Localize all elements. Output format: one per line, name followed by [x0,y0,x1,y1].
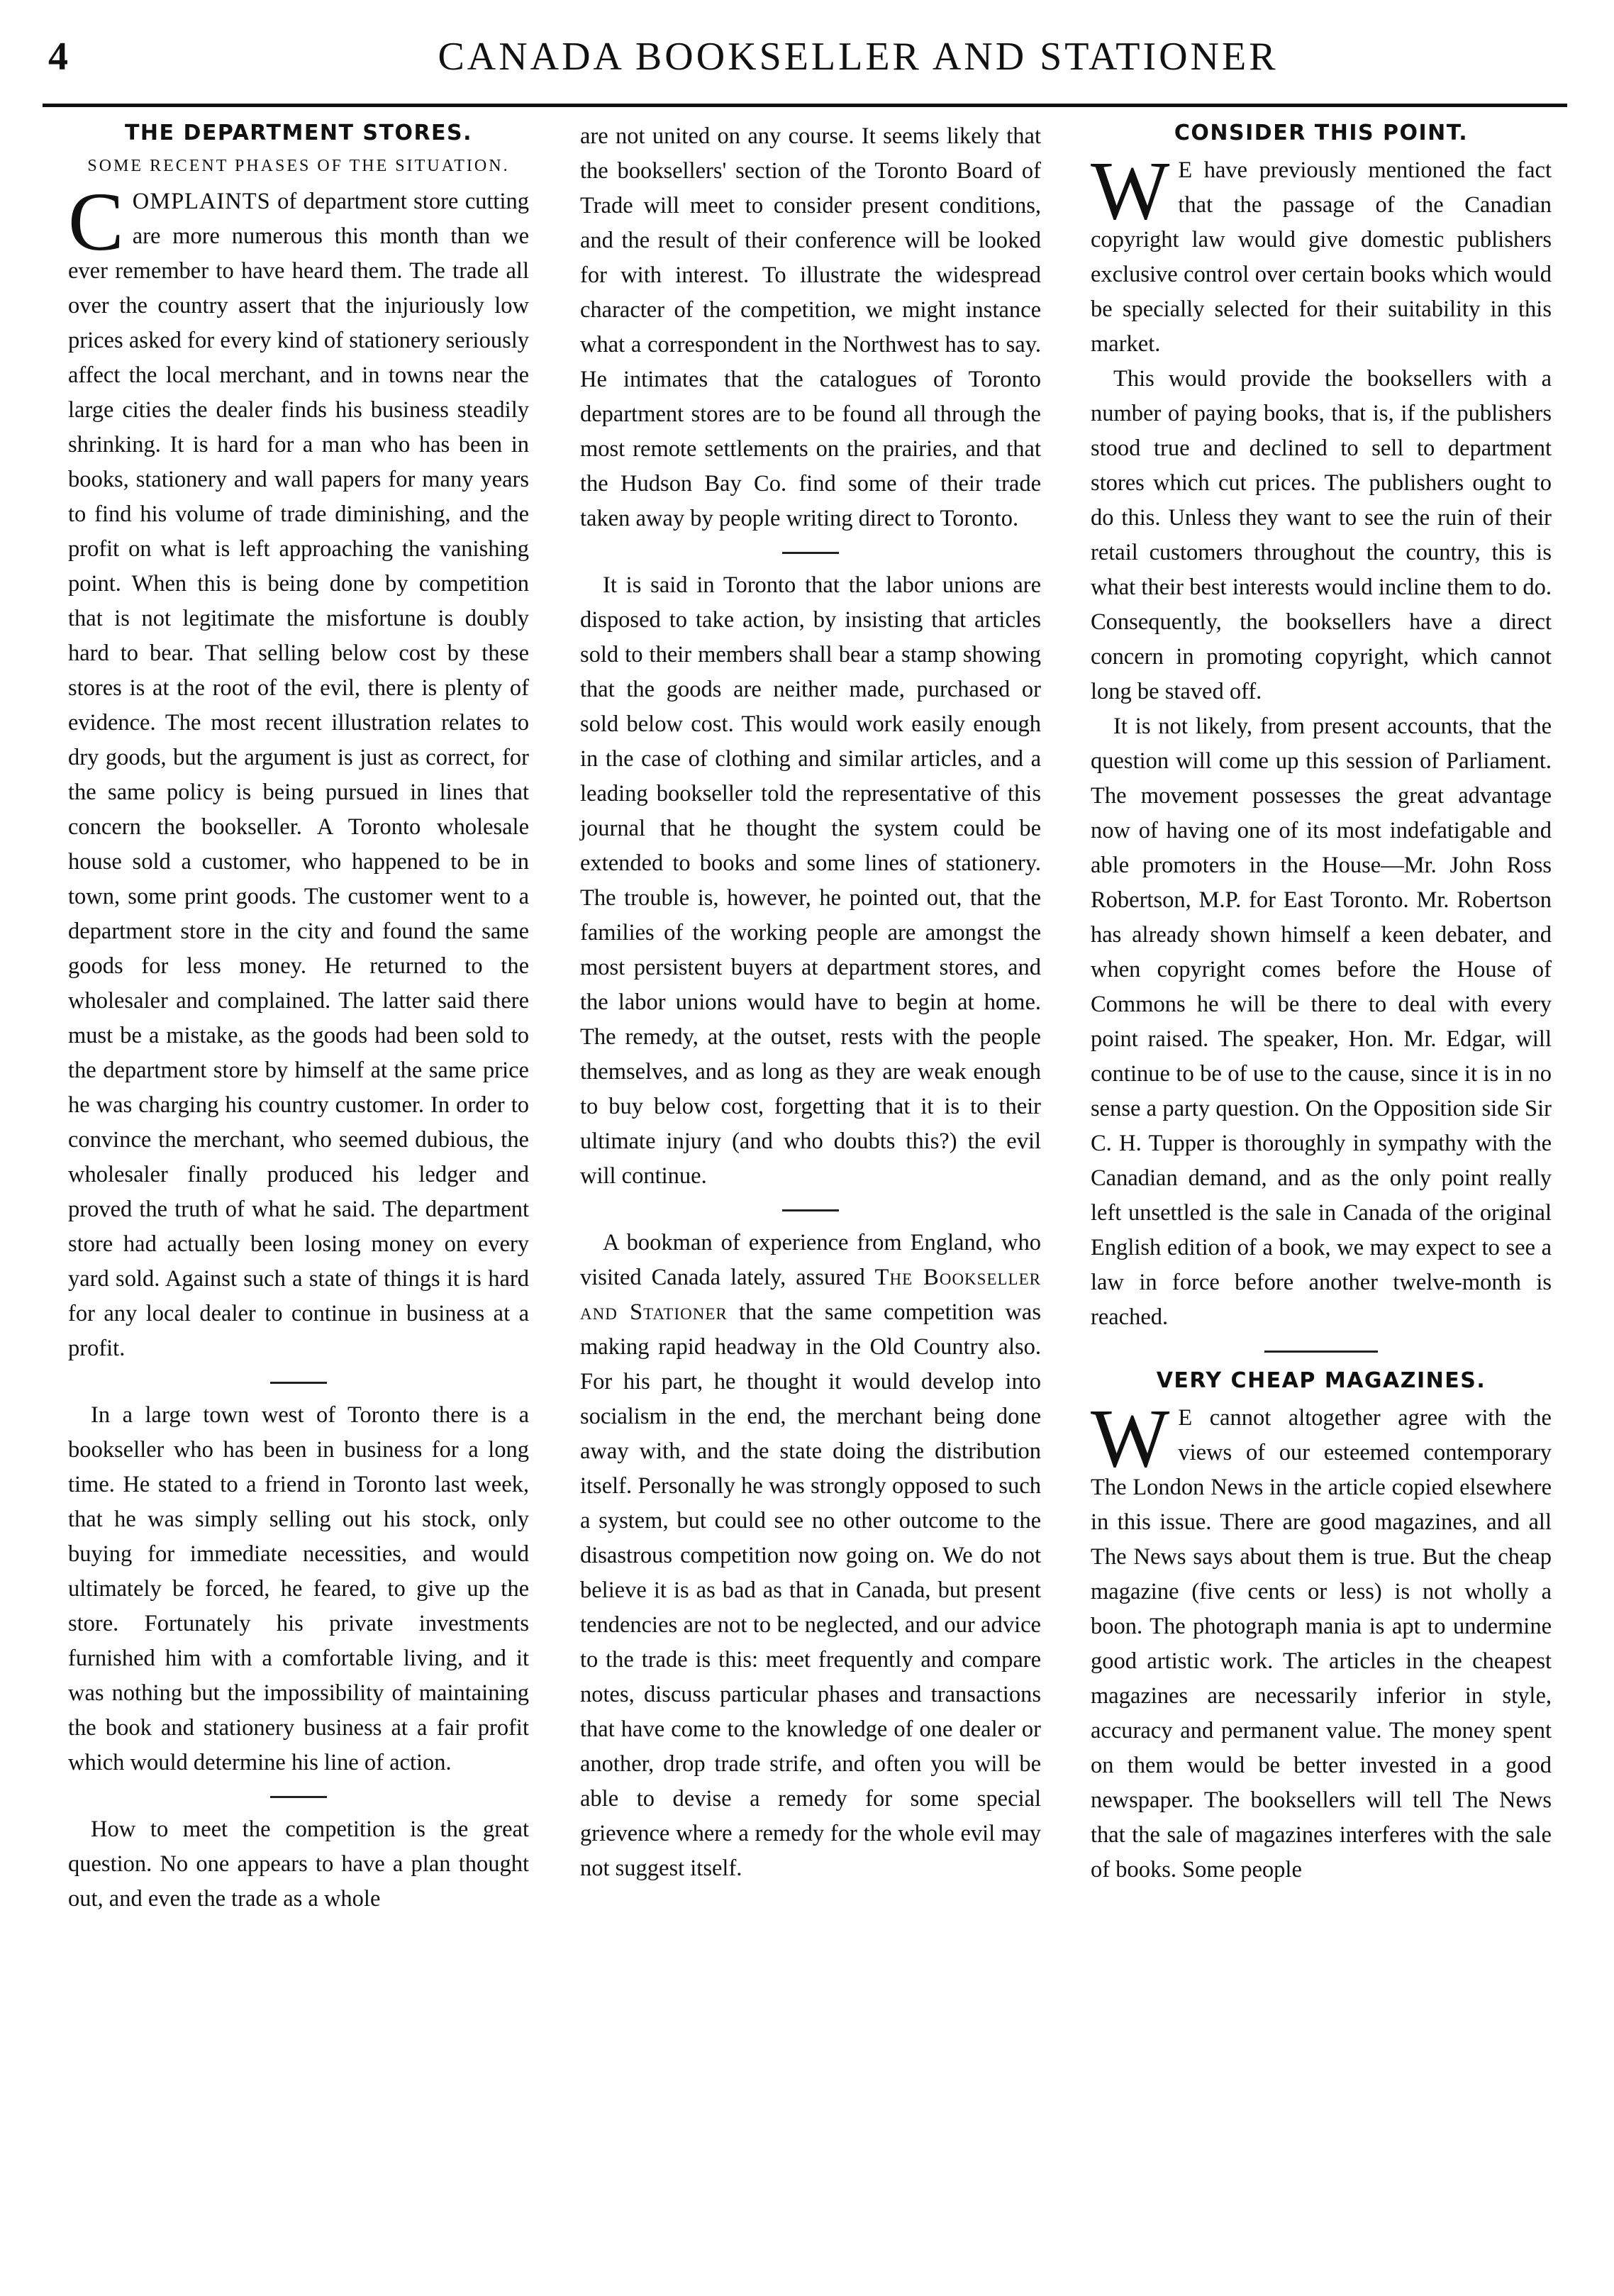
paragraph [68,175,529,1366]
paragraph-text: E have previously mentioned the fact that the passage of the Canadian copyright law would give domestic publishers exclusive control over certain books which would be specially selected for their suitability in this market. [1091,157,1552,357]
paragraph-text: that the same competition was making rapid headway in the Old Country also. For his part, he thought it would develop into socialism in the end, the merchant being done away with, and the state doing the distribution itself. Personally he was strongly opposed to such a system, but could see no other outcome to the disastrous competition now going on. We do not believe it is as bad as that in Canada, but present tendencies are not to be neglected, and our advice to the trade is this: meet frequently and compare notes, discuss particular phases and transactions that have come to the knowledge of one dealer or another, drop trade strife, and often you will be able to devise a remedy for some special grievence where a remedy for the whole evil may not suggest itself. [580,1299,1041,1881]
page-number: 4 [48,35,68,79]
header-rule [43,104,1567,107]
paragraph: In a large town west of Toronto there is a bookseller who has been in business for a long time. He stated to a friend in Toronto last week, that he was simply selling out his stock, only buying for immediate necessities, and would ultimately be forced, he feared, to give up the store. Fortunately his private investments furnished him with a comfortable living, and it was nothing but the impossibility of maintaining the book and stationery business at a fair profit which would determine his line of action. [68,1402,529,1775]
section-divider [270,1796,327,1798]
paragraph-text: E cannot altogether agree with the views of our esteemed contemporary The London News in the article copied elsewhere in this issue. There are good magazines, and all The News says about them is true. But the cheap magazine (five cents or less) is not wholly a boon. The photograph mania is apt to undermine good artistic work. The articles in the cheapest magazines are necessarily inferior in style, accuracy and permanent value. The money spent on them would be better invested in a good newspaper. The booksellers will tell The News that the sale of magazines interferes with the sale of books. Some people [1091,1405,1552,1882]
drop-cap: C [68,175,124,268]
section-divider [1264,1351,1378,1353]
paragraph-continued: are not united on any course. It seems likely that the booksellers' section of the Toronto Board of Trade will meet to consider present conditions, and the result of their conference will be looked for with interest. To illustrate the widespread character of the competition, we might instance what a correspondent in the Northwest has to say. He intimates that the catalogues of Toronto department stores are to be found all through the most remote settlements on the prairies, and that the Hudson Bay Co. find some of their trade taken away by people writing direct to Toronto. [580,123,1041,531]
journal-name: The Bookseller and Stationer [580,1265,1041,1325]
paragraph: It is said in Toronto that the labor unions are disposed to take action, by insisting that articles sold to their members shall bear a stamp showing that the goods are neither made, purchased or sold below cost. This would work easily enough in the case of clothing and similar articles, and a leading bookseller told the representative of this journal that he thought the system could be extended to books and some lines of stationery. The trouble is, however, he pointed out, that the families of the working people are amongst the most persistent buyers at department stores, and the labor unions would have to begin at home. The remedy, at the outset, rests with the people themselves, and as long as they are weak enough to buy below cost, forgetting that it is to their ultimate injury (and who doubts this?) the evil will continue. [580,572,1041,1189]
section-divider [782,1209,839,1211]
paragraph [580,1226,1041,1886]
page-header [43,27,1567,98]
paragraph: This would provide the booksellers with a number of paying books, that is, if the publishers stood true and declined to sell to department stores which cut prices. The publishers ought to do this. Unless they want to see the ruin of their retail customers throughout the country, this is what their best interests would incline them to do. Consequently, the booksellers have a direct concern in promoting copyright, which cannot long be staved off. [1091,366,1552,704]
lead-word: OMPLAINTS [132,189,271,214]
drop-cap: W [1091,1392,1170,1485]
column-3 [1091,119,1552,1887]
column-2 [580,119,1041,1886]
paragraph-text: of department store cutting are more numerous this month than we ever remember to have heard them. The trade all over the country assert that the injuriously low prices asked for every kind of stationery seriously affect the local merchant, and in towns near the large cities the dealer finds his business steadily shrinking. It is hard for a man who has been in books, stationery and wall papers for many years to find his volume of trade diminishing, and the profit on what is left approaching the vanishing point. When this is being done by competition that is not legitimate the misfortune is doubly hard to bear. That selling below cost by these stores is at the root of the evil, there is plenty of evidence. The most recent illustration relates to dry goods, but the argument is just as correct, for the same policy is being pursued in lines that concern the bookseller. A Toronto wholesale house sold a customer, who happened to be in town, some print goods. The customer went to a department store in the city and found the same goods for less money. He returned to the wholesaler and complained. The latter said there must be a mistake, as the goods had been sold to the department store by himself at the same price he was charging his country customer. In order to convince the merchant, who seemed dubious, the wholesaler finally produced his ledger and proved the truth of what he said. The department store had actually been losing money on every yard sold. Against such a state of things it is hard for any local dealer to continue in business at a profit. [68,189,529,1361]
column-1 [68,119,529,1917]
article-title-consider-this-point: CONSIDER THIS POINT. [1174,121,1469,145]
article-subtitle: SOME RECENT PHASES OF THE SITUATION. [87,157,510,175]
article-title-department-stores: THE DEPARTMENT STORES. [124,121,473,145]
running-head: CANADA BOOKSELLER AND STATIONER [438,35,1279,79]
paragraph: It is not likely, from present accounts, that the question will come up this session of Parliament. The movement possesses the great advantage now of having one of its most indefatigable and able promoters in the House—Mr. John Ross Robertson, M.P. for East Toronto. Mr. Robertson has already shown himself a keen debater, and when copyright comes before the House of Commons he will be there to deal with every point raised. The speaker, Hon. Mr. Edgar, will continue to be of use to the cause, since it is in no sense a party question. On the Opposition side Sir C. H. Tupper is thoroughly in sympathy with the Canadian demand, and as the only point really left unsettled is the sale in Canada of the original English edition of a book, we may expect to see a law in force before another twelve-month is reached. [1091,714,1552,1330]
article-title-very-cheap-magazines: VERY CHEAP MAGAZINES. [1156,1368,1486,1393]
paragraph-text: A bookman of experience from England, who visited Canada lately, assured [580,1230,1041,1290]
drop-cap: W [1091,144,1170,237]
section-divider [270,1382,327,1384]
paragraph [1091,144,1552,362]
paragraph: How to meet the competition is the great question. No one appears to have a plan thought out, and even the trade as a whole [68,1817,529,1912]
section-divider [782,552,839,554]
paragraph [1091,1392,1552,1887]
